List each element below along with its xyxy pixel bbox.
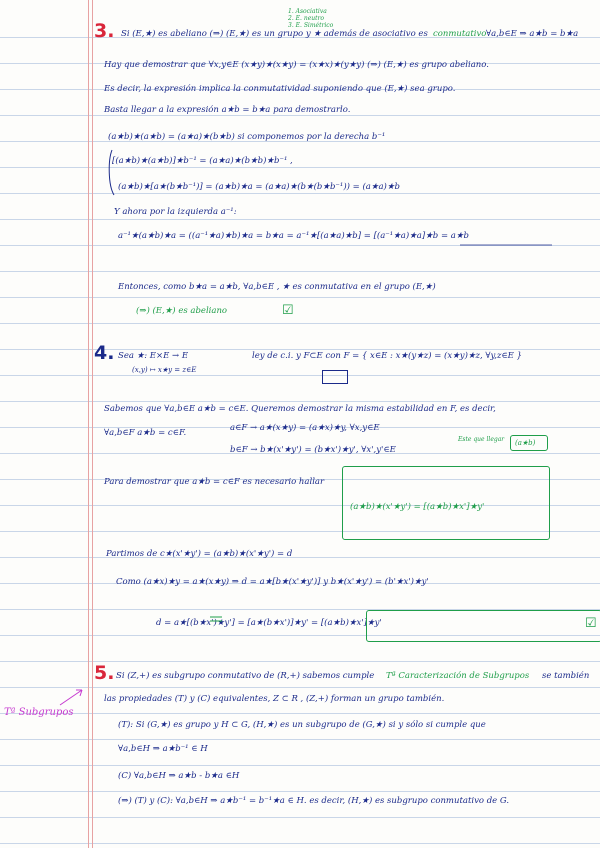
problem-4-header-tail: ley de c.i. y F⊂E con F = { x∈E : x★(y★z) = (x★y)★z, ∀y,z∈E } <box>252 351 522 361</box>
check-icon: ☑ <box>585 616 597 631</box>
problem-5-margin-note: Tª Subgrupos <box>4 707 74 718</box>
problem-4-line-8: Como (a★x)★y = a★(x★y) ⇒ d = a★[b★(x'★y')] y b★(x'★y') = (b'★x')★y' <box>116 577 429 587</box>
problem-4-boxed-green-label: (a★b) <box>515 439 536 447</box>
problem-5-line-2: (T): Si (G,★) es grupo y H ⊂ G, (H,★) es un subgrupo de (G,★) si y sólo si cumple que <box>118 720 486 730</box>
problem-4-number: 4. <box>94 342 115 364</box>
problem-3-line-6: (a★b)★[a★(b★b⁻¹)] = (a★b)★a = (a★a)★(b★(b★b⁻¹)) = (a★a)★b <box>118 182 400 192</box>
problem-5-line-3: ∀a,b∈H ⇒ a★b⁻¹ ∈ H <box>118 744 208 754</box>
problem-5-line-5: (⇒) (T) y (C): ∀a,b∈H ⇒ a★b⁻¹ = b⁻¹★a ∈ H. es decir, (H,★) es subgrupo conmutativo de G. <box>118 796 510 806</box>
problem-3-header-tail: ∀a,b∈E ⇒ a★b = b★a <box>486 29 579 39</box>
problem-3-line-1: Hay que demostrar que ∀x,y∈E (x★y)★(x★y) = (x★x)★(y★y) (⇒) (E,★) es grupo abeliano. <box>104 60 489 70</box>
problem-4-line-6: (a★b)★(x'★y') = [(a★b)★x']★y' <box>350 502 485 512</box>
problem-4-line-3: a∈F → a★(x★y) = (a★x)★y, ∀x,y∈E <box>230 423 380 433</box>
problem-3-number: 3. <box>94 20 115 42</box>
problem-5-header: Si (Z,+) es subgrupo conmutativo de (R,+) sabemos cumple <box>116 671 375 681</box>
problem-4-header-sub: (x,y) ↦ x★y = z∈E <box>132 366 197 374</box>
problem-5-line-4: (C) ∀a,b∈H ⇒ a★b - b★a ∈H <box>118 771 240 781</box>
problem-5-header-green: Tª Caracterización de Subgrupos <box>386 671 530 681</box>
problem-5-number: 5. <box>94 662 115 684</box>
problem-3-header: Si (E,★) es abeliano (⇒) (E,★) es un grupo y ★ además de asociativo es <box>121 29 428 39</box>
problem-3-line-5: [(a★b)★(a★b)]★b⁻¹ = (a★a)★(b★b)★b⁻¹ , <box>112 156 293 166</box>
problem-3-line-4: (a★b)★(a★b) = (a★a)★(b★b) si componemos por la derecha b⁻¹ <box>108 132 386 142</box>
check-icon: ☑ <box>282 303 294 318</box>
problem-5-header-tail: se también <box>542 671 590 681</box>
problem-3-line-9: Entonces, como b★a = a★b, ∀a,b∈E , ★ es conmutativa en el grupo (E,★) <box>118 282 436 292</box>
problem-3-conclusion: (⇒) (E,★) es abeliano <box>136 306 228 316</box>
problem-3-line-3: Basta llegar a la expresión a★b = b★a para demostrarlo. <box>104 105 351 115</box>
problem-3-header-green: conmutativo <box>433 29 487 39</box>
problem-4-line-2: ∀a,b∈F a★b = c∈F. <box>104 428 187 438</box>
problem-3-line-2: Es decir, la expresión implica la conmutatividad suponiendo que (E,★) sea grupo. <box>104 84 456 94</box>
problem-3-annotation-3: 3. E. Simétrico <box>288 22 334 29</box>
problem-4-line-5: Para demostrar que a★b = c∈F es necesario hallar <box>104 477 325 487</box>
problem-4-header: Sea ★: E×E → E <box>118 351 189 361</box>
problem-3-annotation-2: 2. E. neutro <box>288 15 324 22</box>
problem-5-line-1: las propiedades (T) y (C) equivalentes, Z ⊂ R , (Z,+) forman un grupo también. <box>104 694 445 704</box>
problem-4-note-green: Este que llegar <box>458 436 505 443</box>
problem-4-line-7: Partimos de c★(x'★y') = (a★b)★(x'★y') = d <box>106 549 293 559</box>
problem-4-line-1: Sabemos que ∀a,b∈E a★b = c∈E. Queremos demostrar la misma estabilidad en F, es decir, <box>104 404 496 414</box>
problem-4-line-4: b∈F → b★(x'★y') = (b★x')★y', ∀x',y'∈E <box>230 445 396 455</box>
problem-3-annotation-1: 1. Asociativa <box>288 8 327 15</box>
problem-3-line-8: a⁻¹★(a★b)★a = ((a⁻¹★a)★b)★a = b★a = a⁻¹★[(a★a)★b] = [(a⁻¹★a)★a]★b = a★b <box>118 231 469 241</box>
problem-4-line-9: d = a★[(b★x')★y'] = [a★(b★x')]★y' = [(a★b)★x']★y' <box>156 618 382 628</box>
problem-3-line-7: Y ahora por la izquierda a⁻¹: <box>114 207 237 217</box>
